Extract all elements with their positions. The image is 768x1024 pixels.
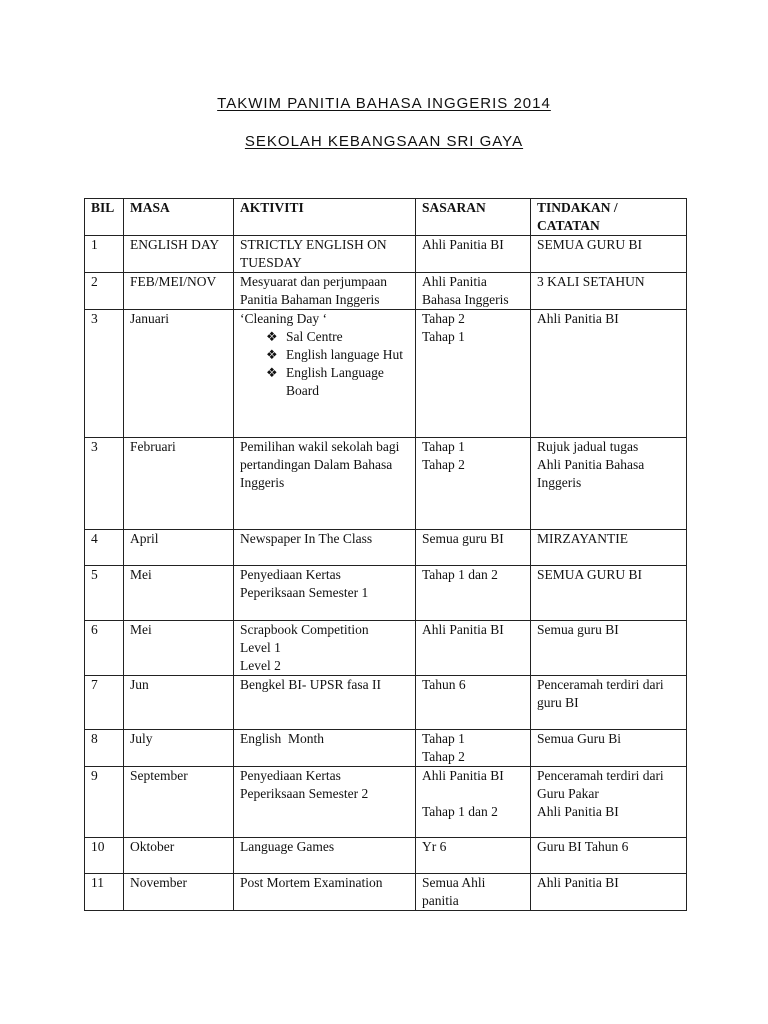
- cell-tindakan: Ahli Panitia BI: [531, 310, 687, 438]
- cell-sasaran: Tahap 1 dan 2: [416, 566, 531, 621]
- schedule-table: [84, 198, 687, 911]
- cell-tindakan: Semua Guru Bi: [531, 730, 687, 767]
- cell-bil: 8: [85, 730, 124, 767]
- cell-sasaran: Tahun 6: [416, 676, 531, 730]
- bullet-text: Sal Centre: [286, 329, 343, 344]
- cell-sasaran: [416, 767, 531, 838]
- cell-bil: 3: [85, 438, 124, 530]
- table-header-row: [85, 199, 687, 236]
- action-line: Rujuk jadual tugas: [537, 439, 639, 454]
- cell-bil: 1: [85, 236, 124, 273]
- cell-sasaran: Semua guru BI: [416, 530, 531, 566]
- cell-bil: 10: [85, 838, 124, 874]
- cell-tindakan: 3 KALI SETAHUN: [531, 273, 687, 310]
- cell-aktiviti: English Month: [234, 730, 416, 767]
- diamond-bullet-icon: ❖: [266, 329, 278, 344]
- action-line: Ahli Panitia BI: [537, 804, 619, 819]
- cell-masa: Oktober: [124, 838, 234, 874]
- cell-sasaran: [416, 438, 531, 530]
- cell-aktiviti: Mesyuarat dan perjumpaan Panitia Bahaman Inggeris: [234, 273, 416, 310]
- table-row: [85, 874, 687, 911]
- cell-bil: 3: [85, 310, 124, 438]
- cell-tindakan: [531, 767, 687, 838]
- cell-tindakan: Semua guru BI: [531, 621, 687, 676]
- cell-masa: April: [124, 530, 234, 566]
- cell-bil: 5: [85, 566, 124, 621]
- cell-masa: ENGLISH DAY: [124, 236, 234, 273]
- cell-masa: FEB/MEI/NOV: [124, 273, 234, 310]
- cell-aktiviti: Newspaper In The Class: [234, 530, 416, 566]
- activity-line: Scrapbook Competition: [240, 622, 369, 637]
- activity-line: Level 2: [240, 658, 281, 673]
- list-item: [266, 364, 409, 400]
- cell-aktiviti: [234, 621, 416, 676]
- target-line: Tahap 1: [422, 329, 465, 344]
- cell-masa: November: [124, 874, 234, 911]
- activity-title: ‘Cleaning Day ‘: [240, 311, 327, 326]
- cell-aktiviti: Pemilihan wakil sekolah bagi pertandingan Dalam Bahasa Inggeris: [234, 438, 416, 530]
- cell-aktiviti: Penyediaan Kertas Peperiksaan Semester 2: [234, 767, 416, 838]
- target-line: Tahap 1: [422, 731, 465, 746]
- header-bil: BIL: [85, 199, 124, 236]
- cell-aktiviti: Penyediaan Kertas Peperiksaan Semester 1: [234, 566, 416, 621]
- cell-bil: 7: [85, 676, 124, 730]
- cell-masa: Jun: [124, 676, 234, 730]
- cell-tindakan: MIRZAYANTIE: [531, 530, 687, 566]
- cell-masa: September: [124, 767, 234, 838]
- cell-sasaran: Semua Ahli panitia: [416, 874, 531, 911]
- cell-aktiviti: STRICTLY ENGLISH ON TUESDAY: [234, 236, 416, 273]
- table-row: [85, 273, 687, 310]
- table-row: [85, 566, 687, 621]
- table-row: [85, 438, 687, 530]
- bullet-text: English language Hut: [286, 347, 403, 362]
- activity-bullet-list: [240, 328, 409, 400]
- cell-masa: July: [124, 730, 234, 767]
- target-line: Tahap 1: [422, 439, 465, 454]
- cell-aktiviti: Post Mortem Examination: [234, 874, 416, 911]
- header-tindakan: TINDAKAN / CATATAN: [531, 199, 687, 236]
- cell-sasaran: [416, 310, 531, 438]
- cell-bil: 9: [85, 767, 124, 838]
- diamond-bullet-icon: ❖: [266, 347, 278, 362]
- list-item: [266, 328, 409, 346]
- table-row: [85, 767, 687, 838]
- cell-masa: Februari: [124, 438, 234, 530]
- cell-sasaran: Ahli Panitia BI: [416, 236, 531, 273]
- cell-sasaran: [416, 730, 531, 767]
- header-masa: MASA: [124, 199, 234, 236]
- table-row: [85, 236, 687, 273]
- table-row: [85, 838, 687, 874]
- cell-masa: Mei: [124, 621, 234, 676]
- cell-aktiviti: [234, 310, 416, 438]
- target-line: Tahap 2: [422, 749, 465, 764]
- target-line: Tahap 2: [422, 311, 465, 326]
- cell-sasaran: Ahli Panitia Bahasa Inggeris: [416, 273, 531, 310]
- document-title: TAKWIM PANITIA BAHASA INGGERIS 2014: [217, 95, 551, 112]
- bullet-text: English Language Board: [286, 365, 384, 398]
- cell-bil: 2: [85, 273, 124, 310]
- target-line: Ahli Panitia BI: [422, 768, 504, 783]
- list-item: [266, 346, 409, 364]
- action-line: Ahli Panitia Bahasa Inggeris: [537, 457, 645, 490]
- cell-aktiviti: Language Games: [234, 838, 416, 874]
- document-subtitle: SEKOLAH KEBANGSAAN SRI GAYA: [244, 133, 524, 150]
- cell-bil: 6: [85, 621, 124, 676]
- table-row: [85, 530, 687, 566]
- cell-tindakan: Ahli Panitia BI: [531, 874, 687, 911]
- cell-masa: Mei: [124, 566, 234, 621]
- spacer: [422, 785, 524, 803]
- cell-tindakan: [531, 438, 687, 530]
- header-aktiviti: AKTIVITI: [234, 199, 416, 236]
- target-line: Tahap 1 dan 2: [422, 804, 498, 819]
- cell-bil: 4: [85, 530, 124, 566]
- cell-masa: Januari: [124, 310, 234, 438]
- table-row: [85, 310, 687, 438]
- cell-tindakan: SEMUA GURU BI: [531, 236, 687, 273]
- cell-sasaran: Ahli Panitia BI: [416, 621, 531, 676]
- header-sasaran: SASARAN: [416, 199, 531, 236]
- cell-aktiviti: Bengkel BI- UPSR fasa II: [234, 676, 416, 730]
- table-row: [85, 676, 687, 730]
- cell-bil: 11: [85, 874, 124, 911]
- cell-tindakan: Guru BI Tahun 6: [531, 838, 687, 874]
- action-line: Penceramah terdiri dari Guru Pakar: [537, 768, 664, 801]
- table-row: [85, 621, 687, 676]
- cell-tindakan: SEMUA GURU BI: [531, 566, 687, 621]
- diamond-bullet-icon: ❖: [266, 365, 278, 380]
- table-row: [85, 730, 687, 767]
- cell-tindakan: Penceramah terdiri dari guru BI: [531, 676, 687, 730]
- target-line: Tahap 2: [422, 457, 465, 472]
- cell-sasaran: Yr 6: [416, 838, 531, 874]
- activity-line: Level 1: [240, 640, 281, 655]
